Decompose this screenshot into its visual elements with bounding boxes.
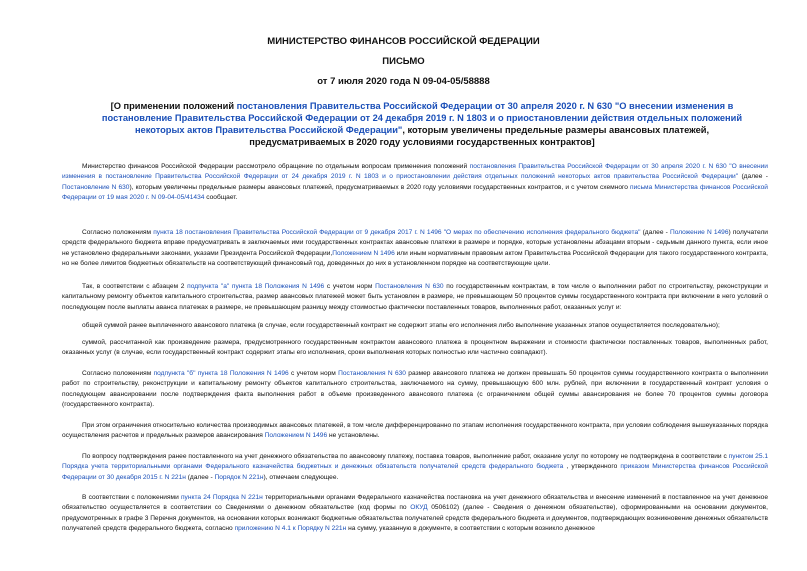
paragraph-6: [62, 369, 768, 411]
text: территориальными органами Федерального казначейства постановка на учет денежного обязательства и внесение изменений в поставленное на учет денежное обязательство осуществляется в соответствии со Сведениями о денежном обязательстве (код формы по: [62, 494, 768, 512]
paragraph-1: [62, 162, 768, 204]
link-okud[interactable]: ОКУД: [410, 504, 428, 512]
link-polozhenie-1496[interactable]: Положением N 1496: [264, 432, 328, 440]
text: 0506102) (далее - Сведения о денежном обязательстве), сформированными на основании документов, предусмотренных в графе 3 Перечня документов, на основании которых возникают бюджетные обязательства получателей средств федерального бюджета и документов, подтверждающих возникновение денежных обязательств получателей средств федерального бюджета, согласно: [62, 504, 768, 533]
paragraph-4: общей суммой ранее выплаченного авансового платежа (в случае, если государственный контракт не содержит этапы его исполнения либо выполнение указанных этапов осуществляется последовательно);: [82, 322, 720, 329]
link-postanovlenie-630[interactable]: Постановление N 630: [62, 183, 130, 191]
text: с учетом норм: [324, 283, 376, 290]
document-date-number: от 7 июля 2020 года N 09-04-05/58888: [317, 76, 490, 87]
paragraph-9: [62, 493, 768, 535]
text: При этом ограничения относительно количества производимых авансовых платежей, в том числе дифференцированно по этапам исполнения государственного контракта, при условии соблюдения вышеуказанных порядка осуществления расчетов и предельных размеров авансирования: [62, 422, 768, 440]
text: размер авансового платежа не должен превышать 50 процентов суммы государственного контракта о выполнении работ по строительству, реконструкции и капитальному ремонту объектов капитального строительства, заключаемого на сумму, превышающую 600 млн. рублей, при включении в государственный контракт условия о последующем авансировании после подтверждения факта выполнения работ в объеме произведенного авансового платежа (с ограничением общей суммы авансирования не более 70 процентов суммы договора (государственного контракта).: [62, 370, 768, 409]
link-subpoint-b-point-18[interactable]: подпункта "б" пункта 18 Положения N 1496: [153, 370, 289, 377]
link-point-24-poryadok-221n[interactable]: пункта 24 Порядка N 221н: [180, 494, 263, 501]
paragraph-7: [62, 421, 768, 442]
text: (далее -: [738, 173, 768, 181]
link-point-25-1-order[interactable]: пунктом 25.1 Порядка учета территориальными органами Федерального казначейства бюджетных и денежных обязательств получателей средств федерального бюджета: [62, 453, 769, 471]
text: или иным нормативным правовым актом Правительства Российской Федерации для такого государственного контракта, но не более лимитов бюджетных обязательств на соответствующий финансовый год, доведенных до них в установленном порядке на соответствующие цели.: [62, 249, 768, 268]
link-order-221n[interactable]: приказом Министерства финансов Российской Федерации от 30 декабря 2015 г. N 221н: [62, 463, 768, 481]
text: Министерство финансов Российской Федерации рассмотрело обращение по отдельным вопросам применения положений: [82, 163, 470, 170]
text: По вопросу подтверждения ранее поставленного на учет денежного обязательства по авансовому платежу, поставка товаров, выполнение работ, оказание услуг по которому не подтверждена в соответствии с: [82, 453, 729, 460]
text: (далее -: [185, 473, 215, 481]
link-postanovlenie-630[interactable]: Постановления N 630: [375, 283, 444, 290]
text: Согласно положениям: [82, 229, 154, 236]
link-polozhenie-1496[interactable]: Положением N 1496: [332, 249, 395, 257]
link-poryadok-221n[interactable]: Порядок N 221н: [214, 473, 264, 481]
text: (далее -: [640, 229, 670, 236]
text: ), отмечаем следующее.: [263, 473, 339, 481]
document-title: [92, 100, 752, 148]
link-appendix-4-1[interactable]: приложению N 4.1 к Порядку N 221н: [234, 525, 347, 533]
text: Так, в соответствии с абзацем 2: [82, 283, 188, 290]
link-postanovlenie-630[interactable]: Постановления N 630: [338, 370, 406, 377]
paragraph-2: [62, 228, 768, 270]
link-point-18-resolution-1496[interactable]: пункта 18 постановления Правительства Российской Федерации от 9 декабря 2017 г. N 1496 "О мерах по обеспечению исполнения федерального бюджета": [153, 229, 641, 236]
title-text-start: [О применении положений: [110, 101, 237, 111]
text: ), которым увеличены предельные размеры авансовых платежей, предусматриваемых в 2020 году условиями государственных контрактов, и с учетом схемного: [129, 183, 631, 191]
text: по государственным контрактам, в том числе о выполнении работ по строительству, реконструкции и капитальному ремонту объектов капитального строительства, размер авансовых платежей может быть установлен в размере, не превышающем 50 процентов суммы государственного контракта при включении в него условий о последующем после выплаты аванса платежах в размере, не превышающем разницу между стоимостью фактически поставленных товаров, выполненных работ, оказанных услуг и:: [62, 283, 768, 311]
title-text-end: , которым увеличены предельные размеры авансовых платежей, предусматриваемых в 2020 году условиями государственных контрактов]: [249, 125, 710, 147]
link-resolution-630[interactable]: постановления Правительства Российской Федерации от 30 апреля 2020 г. N 630 "О внесении изменения в постановление Правительства Российской Федерации от 24 декабря 2019 г. N 1803 и о приостановлении действия отдельных положений некоторых актов правительства Российской Федерации": [62, 163, 768, 181]
paragraph-8: [62, 452, 768, 483]
paragraph-3: [62, 282, 768, 313]
link-letter-41434[interactable]: письма Министерства финансов Российской Федерации от 19 мая 2020 г. N 09-04-05/41434: [62, 183, 768, 202]
text: Согласно положениям: [82, 370, 154, 377]
title-link-resolution-630[interactable]: постановления Правительства Российской Федерации от 30 апреля 2020 г. N 630 "О внесении изменения в постановление Правительства Российской Федерации от 24 декабря 2019 г. N 1803 и о приостановлении действия отдельных положений некоторых актов Правительства Российской Федерации": [101, 101, 743, 135]
text: на сумму, указанную в документе, в соответствии с которым возникло денежное: [346, 525, 595, 533]
ministry-heading: МИНИСТЕРСТВО ФИНАНСОВ РОССИЙСКОЙ ФЕДЕРАЦИИ: [267, 36, 540, 47]
text: В соответствии с положениями: [82, 494, 181, 501]
link-subpoint-a-point-18[interactable]: подпункта "а" пункта 18 Положения N 1496: [187, 283, 325, 290]
text: не установлены.: [327, 432, 380, 440]
document-type: ПИСЬМО: [382, 56, 425, 67]
text: сообщает.: [204, 194, 238, 202]
link-polozhenie-1496[interactable]: Положение N 1496: [669, 229, 729, 236]
text: ) получатели средств федерального бюджета вправе предусматривать в заключаемых ими государственных контрактах авансовые платежи в размере и порядке, которые установлены абзацами вторым - седьмым данного пункта, если иное не установлено федеральными законами, указами Президента Российской Федерации,: [62, 229, 768, 257]
paragraph-5: суммой, рассчитанной как произведение размера, предусмотренного государственным контрактом авансового платежа в процентном выражении и стоимости фактически поставленных товаров, выполненных работ, оказанных услуг (в случае, если государственный контракт содержит этапы его исполнения, сроки выполнения которых полностью или частично совпадают).: [62, 339, 768, 357]
text: , утвержденного: [563, 463, 621, 471]
text: с учетом норм: [288, 370, 339, 377]
